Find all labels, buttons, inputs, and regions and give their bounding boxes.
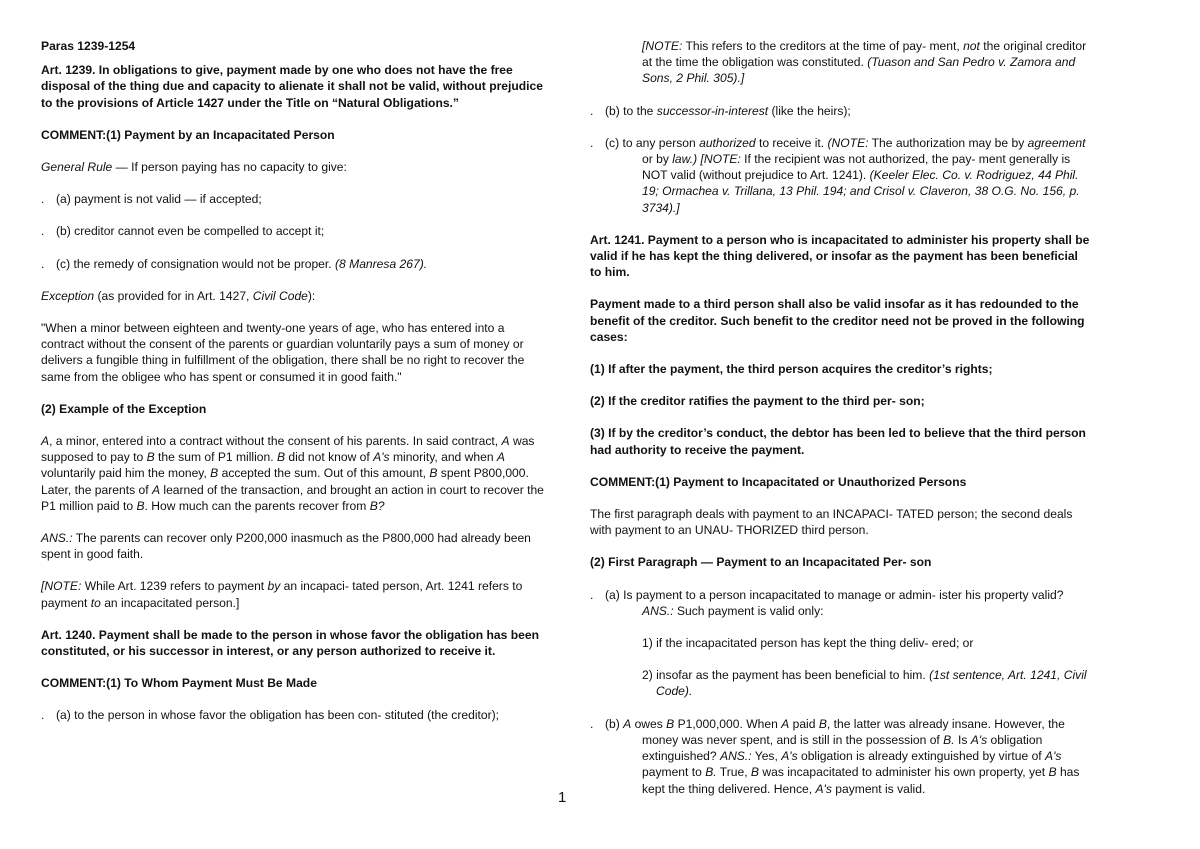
text-span: A's (373, 450, 390, 465)
text-span: A (151, 482, 161, 497)
text-span: B (818, 716, 827, 731)
text-span: Yes, (751, 749, 782, 764)
text-span: was incapacitated to administer his own property, yet (759, 765, 1049, 780)
text-span: . (41, 256, 45, 271)
text-span: or by (642, 152, 673, 167)
text-span: A (496, 450, 505, 465)
text-span: (8 Manresa 267). (335, 256, 428, 271)
article-1239: Art. 1239. In obligations to give, payment made by one who does not have the free disposal of the thing due and capacity to alienate it shall not be valid, without prejudice to the provisions of Article 1427 under the Title on “Natural Obligations.” (41, 63, 543, 110)
text-span: voluntarily paid him the money, (41, 466, 211, 481)
quoted-provision: "When a minor between eighteen and twenty-one years of age, who has entered into a contract without the consent of the parents or guardian voluntarily pays a sum of money or delivers a fungible thing in fulfillment of the obligation, there shall be no right to recover the same from the obligee who has spent or consumed it in good faith." (41, 321, 525, 384)
text-span: P1,000,000. When (674, 716, 782, 731)
text-span: True, (716, 765, 751, 780)
text-span: (as provided for in Art. 1427, (94, 288, 253, 303)
text-span: (Tuason and San Pedro v. Zamora and Sons, 2 Phil. 305).] (642, 55, 1076, 86)
text-span: agreement (1027, 135, 1086, 150)
text-span: (b) creditor cannot even be compelled to accept it; (56, 224, 325, 239)
text-span: by (267, 579, 281, 594)
text-span: (a) Is payment to a person incapacitated to manage or admin- ister his property valid? (605, 587, 1064, 602)
text-span: to receive it. (755, 135, 828, 150)
first-paragraph-explanation: The first paragraph deals with payment to an INCAPACI- TATED person; the second deals with payment to an UNAU- THORIZED third person. (590, 507, 1073, 538)
list-item-a (41, 191, 546, 207)
text-span: (c) to any person (605, 135, 700, 150)
text-span: Such payment is valid only: (673, 603, 824, 618)
text-span: (like the heirs); (768, 103, 851, 118)
question-b (590, 716, 1090, 797)
text-span: (b) (605, 716, 624, 731)
first-paragraph-heading: (2) First Paragraph — Payment to an Incapacitated Per- son (590, 555, 932, 570)
text-span: , the latter was already insane. However, the money was never spent, and is still in the possession of (642, 716, 1065, 747)
text-span: — If person paying has no capacity to give: (112, 160, 347, 175)
text-span: B (136, 498, 145, 513)
text-span: A (781, 716, 790, 731)
text-span: A (623, 716, 632, 731)
text-span: an incapacitated person.] (100, 595, 240, 610)
list-item-1240-c (590, 135, 1090, 216)
text-span: . (590, 587, 594, 602)
text-span: If the recipient was not authorized, the pay- ment generally is NOT valid (without prejudice to Art. 1241). (642, 152, 1071, 183)
text-span: (Keeler Elec. Co. v. Rodriguez, 44 Phil. 19; Ormachea v. Trillana, 13 Phil. 194; and Crisol v. Claveron, 38 O.G. No. 156, p. 3734).] (642, 168, 1080, 215)
text-span: (a) to the person in whose favor the obligation has been con- stituted (the creditor); (56, 708, 500, 723)
text-span: B (429, 466, 438, 481)
text-span: did not know of (285, 450, 374, 465)
text-span: B (210, 466, 219, 481)
text-span: B (750, 765, 759, 780)
left-column (41, 38, 546, 740)
page-number: 1 (558, 789, 567, 806)
page-header: Paras 1239-1254 (41, 39, 136, 53)
text-span: to (90, 595, 101, 610)
text-span: owes (631, 716, 667, 731)
text-span: has kept the thing delivered. Hence, (642, 765, 1080, 796)
text-span: the original creditor at the time the obligation was constituted. (642, 39, 1087, 70)
text-span: , a minor, entered into a contract without the consent of his parents. In said contract, (49, 434, 502, 449)
sub-item-1: 1) if the incapacitated person has kept the thing deliv- ered; or (642, 636, 974, 651)
text-span: B (276, 450, 286, 465)
text-span: B? (369, 498, 385, 513)
text-span: A (501, 434, 510, 449)
text-span: B (1048, 765, 1057, 780)
text-span: B (666, 716, 675, 731)
text-span: 2) insofar as the payment has been beneficial to him. (642, 668, 930, 683)
text-span: payment to (642, 765, 706, 780)
text-span: ANS.: (720, 749, 752, 764)
list-item-c (41, 256, 546, 272)
comment-heading-1239: COMMENT:(1) Payment by an Incapacitated Person (41, 127, 335, 142)
text-span: paid (789, 716, 819, 731)
general-rule (41, 159, 546, 175)
text-span: [NOTE: (41, 579, 82, 594)
question-a (590, 587, 1090, 619)
example-paragraph (41, 433, 546, 514)
text-span: This refers to the creditors at the time of pay- ment, (682, 39, 964, 53)
text-span: . How much can the parents recover from (144, 498, 370, 513)
text-span: . (41, 708, 45, 723)
text-span: not (963, 39, 980, 53)
text-span: ): (307, 288, 316, 303)
example-heading: (2) Example of the Exception (41, 401, 207, 416)
text-span: Exception (41, 288, 95, 303)
text-span: B. (943, 732, 955, 747)
text-span: minority, and when (389, 450, 497, 465)
article-1241-paragraph-2: Payment made to a third person shall also be valid insofar as it has redounded to the benefit of the creditor. Such benefit to the creditor need not be proved in the following cases: (590, 297, 1085, 344)
text-span: was supposed to pay to (41, 434, 535, 465)
text-span: learned of the transaction, and brought an action in court to recover the P1 million paid to (41, 482, 544, 513)
text-span: (a) payment is not valid — if accepted; (56, 192, 262, 207)
text-span: . (590, 103, 594, 118)
text-span: While Art. 1239 refers to payment (81, 579, 268, 594)
text-span: (c) the remedy of consignation would not be proper. (56, 256, 335, 271)
text-span: The authorization may be by (868, 135, 1028, 150)
list-item-b (41, 223, 546, 239)
list-item-1240-b (590, 103, 1090, 119)
text-span: an incapaci- tated person, Art. 1241 refers to payment (41, 579, 523, 610)
note-creditors (590, 38, 1090, 87)
text-span: General Rule (41, 160, 113, 175)
list-item-1240-a (41, 707, 546, 723)
text-span: (1st sentence, Art. 1241, Civil Code). (656, 668, 1087, 699)
text-span: The parents can recover only P200,000 inasmuch as the P800,000 had already been spent in good faith. (41, 531, 531, 562)
text-span: successor-in-interest (656, 103, 769, 118)
text-span: (b) to the (605, 103, 657, 118)
text-span: B (146, 450, 155, 465)
case-3: (3) If by the creditor’s conduct, the debtor has been led to believe that the third person had authority to receive the payment. (590, 426, 1086, 457)
text-span: . (590, 716, 594, 731)
text-span: authorized (699, 135, 756, 150)
text-span: [NOTE: (642, 39, 683, 53)
text-span: . (41, 224, 45, 239)
text-span: A's (815, 781, 832, 796)
example-answer (41, 530, 546, 562)
text-span: law.) (672, 152, 698, 167)
text-span: obligation extinguished? (642, 732, 1043, 764)
text-span: spent P800,000. Later, the parents of (41, 466, 529, 497)
case-2: (2) If the creditor ratifies the payment to the third per- son; (590, 394, 925, 409)
sub-item-2 (590, 667, 1090, 699)
text-span: ANS.: (642, 603, 674, 618)
text-span: (NOTE: (827, 135, 869, 150)
article-1240: Art. 1240. Payment shall be made to the person in whose favor the obligation has been constituted, or his successor in interest, or any person authorized to receive it. (41, 627, 539, 659)
text-span: A (41, 434, 50, 449)
text-span: obligation is already extinguished by virtue of (797, 749, 1046, 764)
case-1: (1) If after the payment, the third person acquires the creditor’s rights; (590, 362, 993, 377)
text-span: [NOTE: (697, 152, 741, 167)
text-span: . (590, 135, 594, 150)
note-1239-vs-1241 (41, 578, 546, 610)
text-span: ANS.: (41, 531, 73, 546)
exception-line (41, 288, 546, 304)
text-span: accepted the sum. Out of this amount, (218, 466, 430, 481)
right-column (590, 38, 1090, 813)
comment-heading-1240: COMMENT:(1) To Whom Payment Must Be Made (41, 676, 317, 691)
text-span: the sum of P1 million. (154, 450, 277, 465)
text-span: A's (970, 732, 988, 747)
text-span: . (41, 192, 45, 207)
comment-heading-1241: COMMENT:(1) Payment to Incapacitated or Unauthorized Persons (590, 474, 967, 489)
text-span: B. (705, 765, 717, 780)
text-span: A's (1045, 749, 1062, 764)
text-span: payment is valid. (831, 781, 926, 796)
text-span: A's (781, 749, 798, 764)
article-1241: Art. 1241. Payment to a person who is incapacitated to administer his property shall be valid if he has kept the thing delivered, or insofar as the payment has been beneficial to him. (590, 232, 1090, 280)
text-span: Is (954, 732, 971, 747)
text-span: Civil Code (252, 288, 308, 303)
